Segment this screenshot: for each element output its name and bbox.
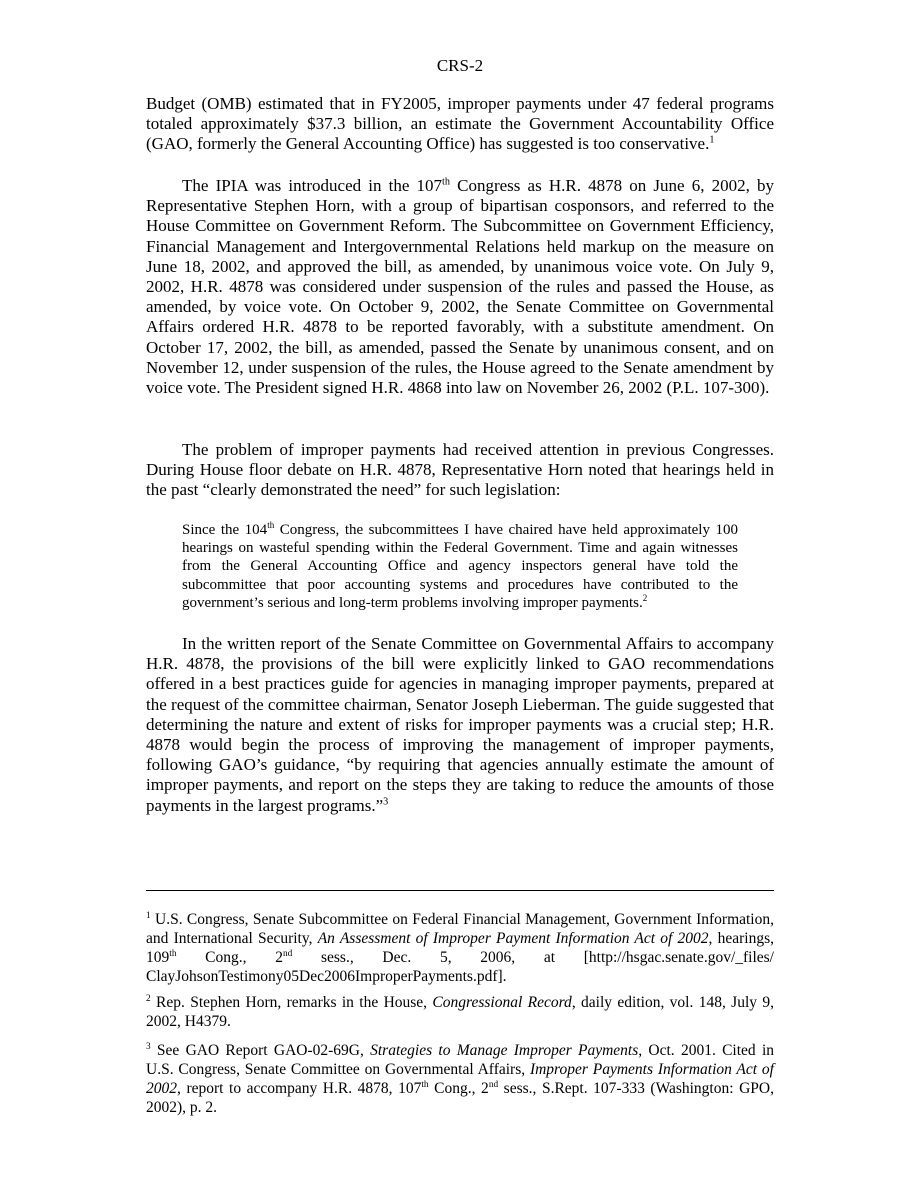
page-header: CRS-2 (436, 56, 484, 75)
body-paragraph-3: The problem of improper payments had received attention in previous Congresses. During House floor debate on H.R. 4878, Representative Horn noted that hearings held in the past “clearly demonstrated the need” for such legislation: (146, 440, 774, 500)
footnote-3: $^3$ See GAO Report GAO-02-69G, Strategies to Manage Improper Payments, Oct. 2001. Cited in U.S. Congress, Senate Committee on Governmental Affairs, Improper Payments Information Act of 2002, report to accompany H.R. 4878, 107th Cong., 2nd sess., S.Rept. 107-333 (Washington: GPO, 2002), p. 2. (146, 1041, 774, 1116)
footnote-2: $^2$ Rep. Stephen Horn, remarks in the House, Congressional Record, daily edition, vol. 148, July 9, 2002, H4379. (146, 993, 775, 1030)
footnote-divider (146, 890, 774, 891)
footnote-1: $^1$ U.S. Congress, Senate Subcommittee on Federal Financial Management, Government Information, and International Security, An Assessment of Improper Payment Information Act of 2002, hearings, 109th Cong., 2nd sess., Dec. 5, 2006, at [http://hsgac.senate.gov/_files/ ClayJohsonTestimony05Dec2006ImproperPayments.pdf]. (146, 910, 775, 985)
footnote-ref-1[interactable]: 1 (709, 134, 715, 146)
footnote-ref-2[interactable]: 2 (642, 592, 648, 603)
body-paragraph-2: The IPIA was introduced in the 107th Congress as H.R. 4878 on June 6, 2002, by Representative Stephen Horn, with a group of bipartisan cosponsors, and referred to the House Committee on Government Reform. The Subcommittee on Government Efficiency, Financial Management and Intergovernmental Relations held markup on the measure on June 18, 2002, and approved the bill, as amended, by unanimous voice vote. On July 9, 2002, H.R. 4878 was considered under suspension of the rules and passed the House, as amended, by voice vote. On October 9, 2002, the Senate Committee on Governmental Affairs ordered H.R. 4878 to be reported favorably, with a substitute amendment. On October 17, 2002, the bill, as amended, passed the Senate by unanimous consent, and on November 12, under suspension of the rules, the House agreed to the Senate amendment by voice vote. The President signed H.R. 4868 into law on November 26, 2002 (P.L. 107-300). (146, 176, 774, 398)
body-paragraph-1: Budget (OMB) estimated that in FY2005, improper payments under 47 federal programs totaled approximately $37.3 billion, an estimate the Government Accountability Office (GAO, formerly the General Accounting Office) has suggested is too conservative.$^1$ (146, 94, 774, 154)
block-quote: Since the 104th Congress, the subcommittees I have chaired have held approximately 100 hearings on wasteful spending within the Federal Government. Time and again witnesses from the General Accounting Office and agency inspectors general have told the subcommittee that poor accounting systems and procedures have contributed to the government’s serious and long-term problems involving improper payments.$^2$ (182, 520, 738, 611)
footnote-ref-3[interactable]: 3 (383, 795, 389, 807)
body-paragraph-4: In the written report of the Senate Committee on Governmental Affairs to accompany H.R. 4878, the provisions of the bill were explicitly linked to GAO recommendations offered in a best practices guide for agencies in managing improper payments, prepared at the request of the committee chairman, Senator Joseph Lieberman. The guide suggested that determining the nature and extent of risks for improper payments was a crucial step; H.R. 4878 would begin the process of improving the management of improper payments, following GAO’s guidance, “by requiring that agencies annually estimate the amount of improper payments, and report on the steps they are taking to reduce the amounts of those payments in the largest programs.”$^3$ (146, 634, 774, 815)
